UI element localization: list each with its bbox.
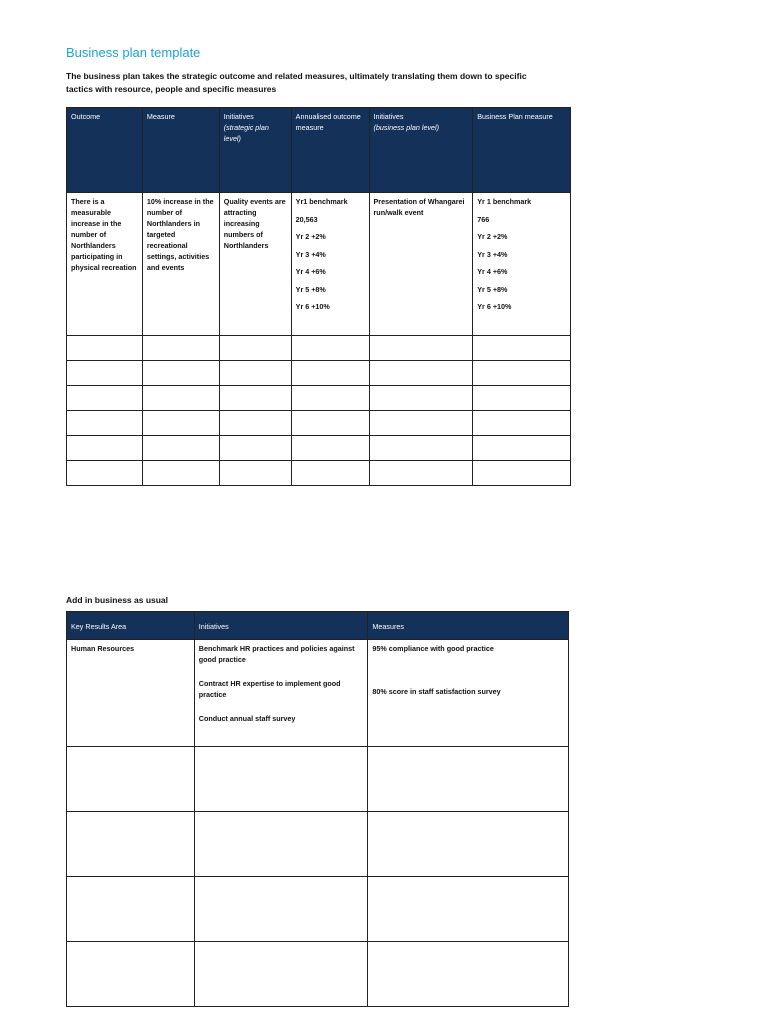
- empty-cell[interactable]: [291, 461, 369, 486]
- cell-measure: 10% increase in the number of Northlanders in targeted recreational settings, activities and events: [142, 193, 219, 336]
- empty-table-row: [67, 812, 569, 877]
- empty-cell[interactable]: [219, 361, 291, 386]
- empty-table-row: [67, 877, 569, 942]
- cell-initiative: Quality events are attracting increasing numbers of Northlanders: [219, 193, 291, 336]
- annualised-item: Yr 2 +2%: [295, 232, 326, 241]
- empty-cell[interactable]: [291, 411, 369, 436]
- empty-cell[interactable]: [291, 386, 369, 411]
- empty-cell[interactable]: [368, 877, 569, 942]
- empty-cell[interactable]: [142, 361, 219, 386]
- annualised-item: Yr 5 +8%: [295, 284, 326, 294]
- empty-cell[interactable]: [368, 942, 569, 1007]
- empty-cell[interactable]: [219, 411, 291, 436]
- empty-cell[interactable]: [219, 336, 291, 361]
- empty-cell[interactable]: [369, 386, 473, 411]
- empty-cell[interactable]: [219, 386, 291, 411]
- empty-cell[interactable]: [369, 436, 473, 461]
- bp-measure-item: Yr 1 benchmark: [477, 197, 532, 206]
- header-bp-measure: Business Plan measure: [473, 108, 571, 193]
- empty-cell[interactable]: [194, 747, 368, 812]
- table-row: [67, 640, 569, 747]
- empty-cell[interactable]: [473, 436, 571, 461]
- measure-item: 95% compliance with good practice: [372, 644, 494, 653]
- annualised-item: Yr 6 +10%: [295, 302, 330, 311]
- table-header-row: [67, 612, 569, 640]
- empty-cell[interactable]: [473, 336, 571, 361]
- bp-measure-item: Yr 3 +4%: [477, 249, 508, 259]
- header-annualised-measure: Annualised outcome measure: [291, 108, 369, 193]
- header-initiatives-business: Initiatives (business plan level): [369, 108, 473, 193]
- empty-cell[interactable]: [67, 386, 143, 411]
- empty-cell[interactable]: [219, 461, 291, 486]
- empty-cell[interactable]: [219, 436, 291, 461]
- empty-cell[interactable]: [291, 336, 369, 361]
- empty-cell[interactable]: [291, 436, 369, 461]
- measure-item: 80% score in staff satisfaction survey: [372, 687, 501, 696]
- business-plan-table: [66, 107, 571, 486]
- initiative-item: Contract HR expertise to implement good practice: [198, 679, 341, 699]
- empty-table-row: [67, 411, 571, 436]
- annualised-item: Yr 4 +6%: [295, 267, 326, 276]
- empty-cell[interactable]: [369, 411, 473, 436]
- empty-cell[interactable]: [473, 361, 571, 386]
- empty-table-row: [67, 942, 569, 1007]
- empty-cell[interactable]: [369, 461, 473, 486]
- empty-table-row: [67, 386, 571, 411]
- cell-initiatives: [194, 640, 368, 747]
- bp-measure-item: Yr 4 +6%: [477, 267, 508, 276]
- empty-cell[interactable]: [67, 812, 195, 877]
- bp-measure-item: Yr 2 +2%: [477, 232, 508, 241]
- empty-cell[interactable]: [142, 461, 219, 486]
- empty-cell[interactable]: [67, 877, 195, 942]
- header-outcome: Outcome: [67, 108, 143, 193]
- empty-cell[interactable]: [67, 942, 195, 1007]
- cell-initiative-business: Presentation of Whangarei run/walk event: [369, 193, 473, 336]
- empty-cell[interactable]: [142, 436, 219, 461]
- business-as-usual-table: [66, 611, 569, 1007]
- empty-table-row: [67, 461, 571, 486]
- empty-cell[interactable]: [369, 336, 473, 361]
- table-header-row: [67, 108, 571, 193]
- empty-table-row: [67, 747, 569, 812]
- header-measure: Measure: [142, 108, 219, 193]
- empty-table-row: [67, 361, 571, 386]
- annualised-item: 20,563: [295, 214, 318, 224]
- bp-measure-item: 766: [477, 214, 490, 224]
- empty-cell[interactable]: [473, 411, 571, 436]
- empty-table-row: [67, 336, 571, 361]
- table-row: [67, 193, 571, 336]
- cell-annualised: [291, 193, 369, 336]
- header-measures: Measures: [368, 612, 569, 640]
- intro-text: The business plan takes the strategic outcome and related measures, ultimately translating them down to specific tactics with resource, people and specific measures: [66, 71, 527, 94]
- bau-section-label: Add in business as usual: [66, 595, 169, 605]
- header-initiatives-strategic: Initiatives (strategic plan level): [219, 108, 291, 193]
- empty-cell[interactable]: [291, 361, 369, 386]
- empty-cell[interactable]: [67, 747, 195, 812]
- bp-measure-item: Yr 5 +8%: [477, 284, 508, 294]
- cell-key-results-area: Human Resources: [67, 640, 195, 747]
- bp-measure-item: Yr 6 +10%: [477, 302, 512, 311]
- empty-cell[interactable]: [473, 386, 571, 411]
- header-initiatives: Initiatives: [194, 612, 368, 640]
- empty-cell[interactable]: [67, 436, 143, 461]
- empty-cell[interactable]: [67, 411, 143, 436]
- cell-bp-measure: [473, 193, 571, 336]
- annualised-item: Yr1 benchmark: [295, 197, 348, 206]
- header-key-results-area: Key Results Area: [67, 612, 195, 640]
- empty-cell[interactable]: [194, 812, 368, 877]
- empty-cell[interactable]: [369, 361, 473, 386]
- initiative-item: Conduct annual staff survey: [198, 714, 296, 723]
- empty-cell[interactable]: [368, 812, 569, 877]
- empty-cell[interactable]: [67, 361, 143, 386]
- cell-outcome: There is a measurable increase in the number of Northlanders participating in physical recreation: [67, 193, 143, 336]
- page-title: Business plan template: [66, 45, 201, 60]
- empty-cell[interactable]: [67, 336, 143, 361]
- cell-measures: [368, 640, 569, 747]
- empty-cell[interactable]: [194, 942, 368, 1007]
- empty-cell[interactable]: [142, 386, 219, 411]
- empty-cell[interactable]: [67, 461, 143, 486]
- empty-cell[interactable]: [194, 877, 368, 942]
- empty-table-row: [67, 436, 571, 461]
- empty-cell[interactable]: [142, 336, 219, 361]
- empty-cell[interactable]: [142, 411, 219, 436]
- empty-cell[interactable]: [368, 747, 569, 812]
- empty-cell[interactable]: [473, 461, 571, 486]
- annualised-item: Yr 3 +4%: [295, 249, 326, 259]
- initiative-item: Benchmark HR practices and policies against good practice: [198, 644, 355, 664]
